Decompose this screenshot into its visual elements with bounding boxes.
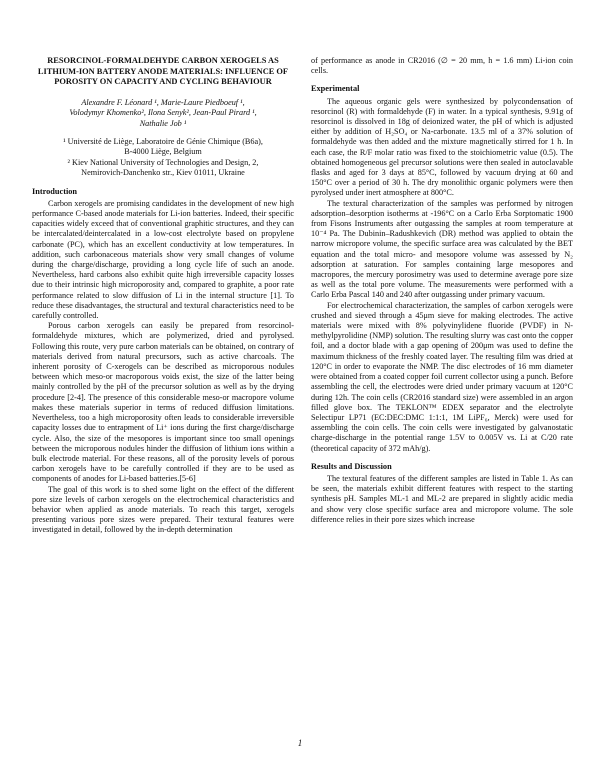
paragraph: The goal of this work is to shed some light on the effect of the different pore size levels of carbon xerogels on the electrochemical characteristics and behavior when applied as anode materials. To reach this target, xerogels presenting various pore sizes were prepared. Their textural features were investigated in detail, followed by the in-depth determination [32,484,294,535]
affiliations [32,137,294,179]
paragraph: Carbon xerogels are promising candidates in the development of new high performance C-based anode materials for Li-ion batteries. Indeed, their specific capacities widely exceed that of conventional graphitic structures, and they can be intercalated/deintercalated in a low-cost electrolyte based on propylene carbonate (PC), which has an excellent conductivity at low temperatures. In addition, such carbonaceous materials show very small changes of volume during the charge/discharge, providing a long cycle life of such an anode. Nevertheless, hard carbons also exhibit quite high irreversible capacity losses due to their intrinsic high microporosity and, compared to graphite, a poor rate performance related to slow diffusion of Li in the internal structure [1]. To reduce these disadvantages, the structural and textural characteristics need to be carefully controlled. [32,198,294,321]
right-column [311,56,573,525]
paragraph: The aqueous organic gels were synthesized by polycondensation of resorcinol (R) with formaldehyde (F) in water. In a typical synthesis, 9.91g of resorcinol is dissolved in 18g of deionized water, the pH of which is adjusted either by addition of H₂SO₄ or Na-carbonate. 13.5 ml of a 37% solution of formaldehyde was then added and the mixture magnetically stirred for 1 h. In each case, the R/F molar ratio was fixed to the stoichiometric value (0.5). The obtained homogeneous gel precursor solutions were then sealed in autoclavable flasks and aged for 3 days at 85°C, followed by vacuum drying at 60 and 150°C over a period of 30 h. The dry monolithic organic polymers were then pyrolysed under inert atmosphere at 800°C. [311,96,573,198]
section-heading-introduction: Introduction [32,186,78,196]
affiliation-line: ¹ Université de Liège, Laboratoire de Génie Chimique (B6a), [63,137,263,146]
affiliation-line: B-4000 Liège, Belgium [124,147,202,157]
paragraph: For electrochemical characterization, the samples of carbon xerogels were crushed and sieved through a 45μm sieve for making electrodes. The active materials were mixed with 8% polyvinylidene fluoride (PVDF) in N-methylpyrolidine (NMP) solution. The resulting slurry was cast onto the copper foil, and a doctor blade with a gap opening of 200μm was used to define the maximum thickness of the freshly coated layer. The resulting film was dried at 120°C in order to evaporate the NMP. The disc electrodes of 16 mm diameter were obtained from a coated copper foil current collector using a punch. Before assembling the cell, the electrodes were dried under primary vacuum at 120°C during 12h. The coin cells (CR2016 standard size) were assembled in an argon filled glove box. The TEKLON™ EDEX separator and the electrolyte Selectipur LP71 (EC:DEC:DMC 1:1:1, 1M LiPF₆, Merck) were used for assembling the coin cells. The coin cells were investigated by galvanostatic charge-discharge in the potential range 1.5V to 0.005V vs. Li at C/20 rate (theoretical capacity of 372 mAh/g). [311,300,573,453]
page-number: 1 [297,738,303,748]
authors-line: Alexandre F. Léonard ¹, Marie-Laure Piedboeuf ¹, [81,97,245,107]
authors-line: Volodymyr Khomenko², Ilona Senyk², Jean-Paul Pirard ¹, [69,108,257,118]
section-heading-experimental: Experimental [311,84,360,94]
paragraph: of performance as anode in CR2016 (∅ = 20 mm, h = 1.6 mm) Li-ion coin cells. [311,56,573,76]
author-list [32,98,294,129]
affiliation-line: Nemirovich-Danchenko str., Kiev 01011, Ukraine [81,168,245,178]
paragraph: Porous carbon xerogels can easily be prepared from resorcinol-formaldehyde mixtures, which are polymerized, dried and pyrolysed. Following this route, very pure carbon materials can be obtained, on contrary of materials derived from natural precursors, such as active charcoals. The inherent porosity of C-xerogels can be described as microporous nodules between which meso-or macroporous voids exist, the size of the latter being mainly controlled by the pH of the precursor solution as well as by the drying procedure [2-4]. The presence of this considerable meso-or macropore volume makes these materials superior in terms of reduced diffusion limitations. Nevertheless, too a high microporosity often leads to considerable irreversible capacity losses due to entrapment of Li⁺ ions during the first charge/discharge cycle. Also, the size of the mesopores is important since too small openings between the microporous nodules hinder the diffusion of lithium ions within a bulk electrode material. For these reasons, all of the porosity levels of porous carbon xerogels have to be carefully controlled if they are to be used as components of anodes for Li-based batteries.[5-6] [32,321,294,484]
left-column [32,56,294,536]
section-heading-results: Results and Discussion [311,461,392,471]
paragraph: The textural characterization of the samples was performed by nitrogen adsorption–desorption isotherms at -196°C on a Carlo Erba Sorptomatic 1900 from Fisons Instruments after outgassing the samples at room temperature at 10⁻⁴ Pa. The Dubinin–Radushkevich (DR) method was applied to obtain the narrow micropore volume, the specific surface area was calculated by the BET equation and the total micro- and mesopore volume was assessed by N₂ adsorption at saturation. For samples containing large mesopores and macropores, the mercury porosimetry was used to determine average pore size as well as the total pore volume. The measurements were performed with a Carlo Erba Pascal 140 and 240 after outgassing under primary vacuum. [311,198,573,300]
authors-line: Nathalie Job ¹ [139,118,187,128]
paragraph: The textural features of the different samples are listed in Table 1. As can be seen, the materials exhibit different features with respect to the starting synthesis pH. Samples ML-1 and ML-2 are prepared in slightly acidic media and show very close specific surface area and micropore volume. The sole difference relies in their pore sizes which increase [311,473,573,524]
affiliation-line: ² Kiev National University of Technologies and Design, 2, [67,157,259,167]
paper-title: RESORCINOL-FORMALDEHYDE CARBON XEROGELS AS LITHIUM-ION BATTERY ANODE MATERIALS: INFLUENCE OF POROSITY ON CAPACITY AND CYCLING BEHAVIOUR [37,56,289,87]
